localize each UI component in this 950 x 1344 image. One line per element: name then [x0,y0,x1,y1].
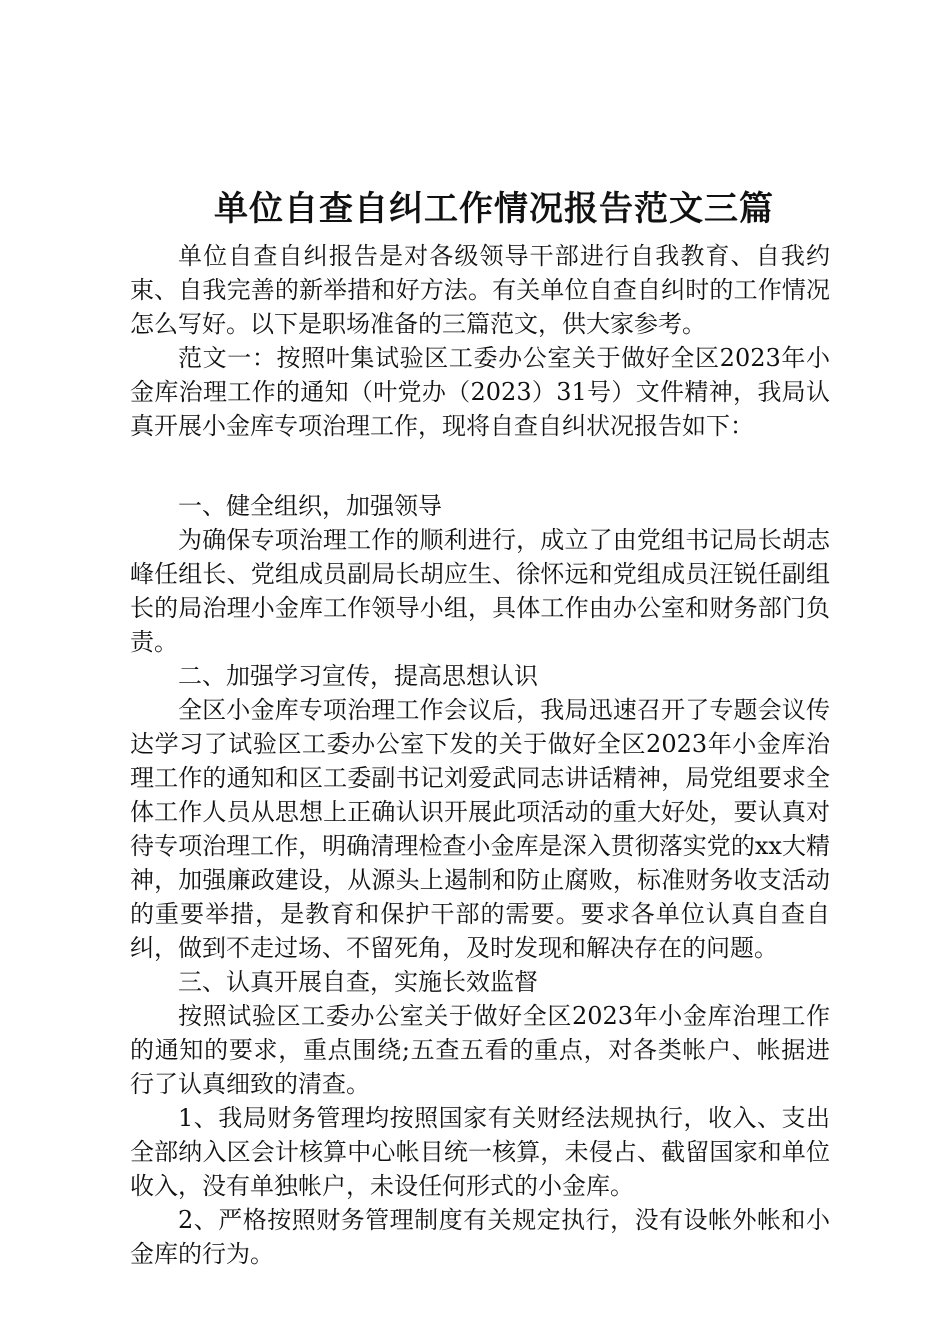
section3-heading: 三、认真开展自查，实施长效监督 [178,968,538,996]
section2-heading: 二、加强学习宣传，提高思想认识 [178,662,538,690]
section1-body: 为确保专项治理工作的顺利进行，成立了由党组书记局长胡志峰任组长、党组成员副局长胡应生、徐怀远和党组成员汪锐任副组长的局治理小金库工作领导小组，具体工作由办公室和财务部门负责。 [130,526,830,656]
blank-line [130,443,830,489]
document-title: 单位自查自纠工作情况报告范文三篇 [214,189,774,229]
section1-heading: 一、健全组织，加强领导 [178,492,442,520]
document-page [130,183,830,1271]
item2-paragraph: 2、严格按照财务管理制度有关规定执行，没有设帐外帐和小金库的行为。 [130,1206,830,1268]
section3-body: 按照试验区工委办公室关于做好全区2023年小金库治理工作的通知的要求，重点围绕;五查五看的重点，对各类帐户、帐据进行了认真细致的清查。 [130,1002,830,1098]
item1-paragraph: 1、我局财务管理均按照国家有关财经法规执行，收入、支出全部纳入区会计核算中心帐目统一核算，未侵占、截留国家和单位收入，没有单独帐户，未设任何形式的小金库。 [130,1104,830,1200]
section2-body: 全区小金库专项治理工作会议后，我局迅速召开了专题会议传达学习了试验区工委办公室下发的关于做好全区2023年小金库治理工作的通知和区工委副书记刘爱武同志讲话精神，局党组要求全体工作人员从思想上正确认识开展此项活动的重大好处，要认真对待专项治理工作，明确清理检查小金库是深入贯彻落实党的xx大精神，加强廉政建设，从源头上遏制和防止腐败，标准财务收支活动的重要举措，是教育和保护干部的需要。要求各单位认真自查自纠，做到不走过场、不留死角，及时发现和解决存在的问题。 [130,696,830,962]
intro-paragraph: 单位自查自纠报告是对各级领导干部进行自我教育、自我约束、自我完善的新举措和好方法。有关单位自查自纠时的工作情况怎么写好。以下是职场准备的三篇范文，供大家参考。 [130,242,830,338]
sample1-opening-paragraph: 范文一：按照叶集试验区工委办公室关于做好全区2023年小金库治理工作的通知（叶党办（2023）31号）文件精神，我局认真开展小金库专项治理工作，现将自查自纠状况报告如下： [130,344,830,440]
